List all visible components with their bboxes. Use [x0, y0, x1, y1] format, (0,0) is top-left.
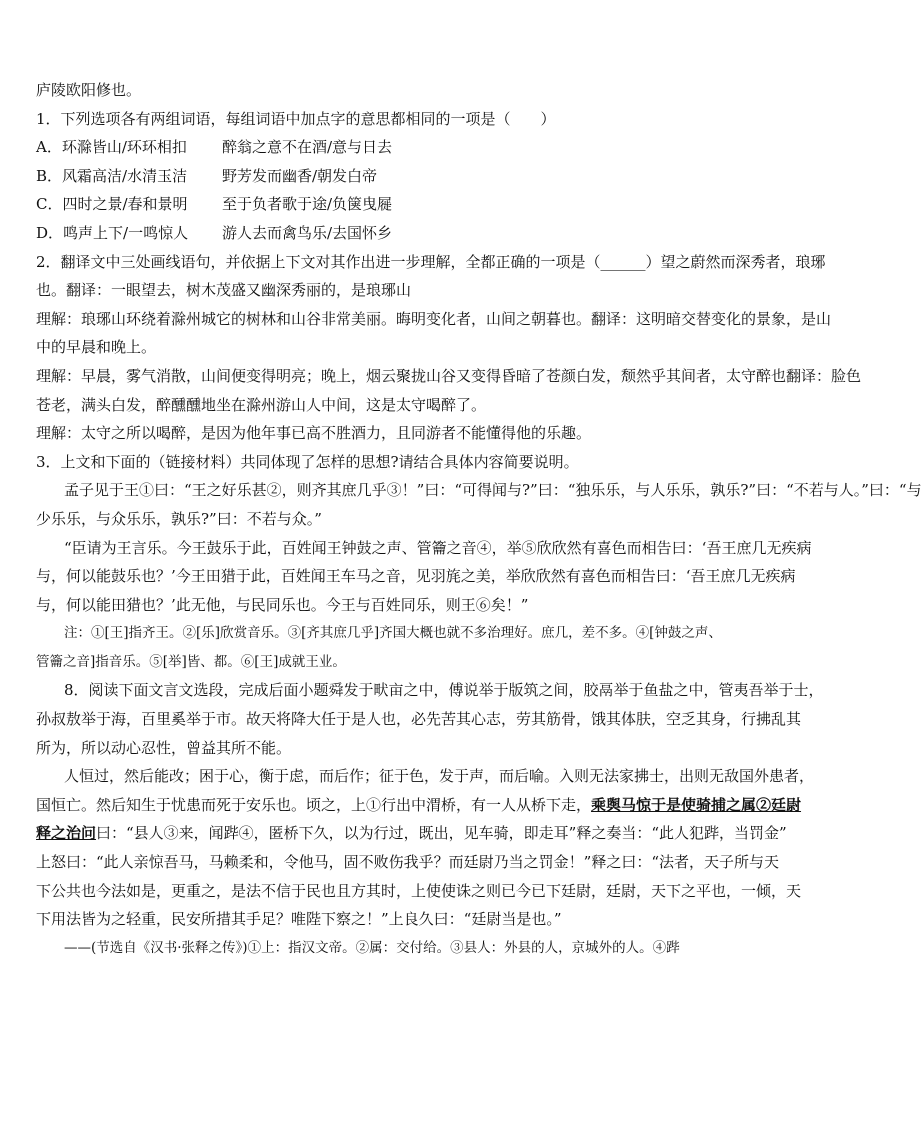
text-line: 也。翻译：一眼望去，树木茂盛又幽深秀丽的，是琅琊山 [36, 281, 412, 300]
option-b-right: 野芳发而幽香/朝发白帝 [222, 166, 378, 185]
text-line: 庐陵欧阳修也。 [36, 81, 142, 99]
passage-text: 曰：“县人③来，闻跸④，匿桥下久，以为行过，既出，见车骑，即走耳”释之奏当：“此人犯跸，当罚金” [96, 824, 787, 843]
option-d-right: 游人去而禽鸟乐/去国怀乡 [222, 223, 393, 242]
passage-line: 下公共也今法如是，更重之，是法不信于民也且方其时，上使使诛之则已今已下廷尉，廷尉，天下之平也，一倾，天 [36, 881, 802, 900]
text-line: 理解：琅琊山环绕着滁州城它的树林和山谷非常美丽。晦明变化者，山间之朝暮也。翻译：这明暗交替变化的景象，是山 [36, 309, 832, 328]
note-line: 注：①[王]指齐王。②[乐]欣赏音乐。③[齐其庶几乎]齐国大概也就不多治理好。庶几，差不多。④[钟鼓之声、 [64, 625, 722, 642]
passage-line: 少乐乐，与众乐乐，孰乐?”曰：不若与众。” [36, 509, 322, 528]
option-a-right: 醉翁之意不在酒/意与日去 [222, 138, 393, 157]
document-page [36, 76, 922, 962]
passage-line: 下用法皆为之轻重，民安所措其手足？唯陛下察之！”上良久曰：“廷尉当是也。” [36, 910, 562, 929]
passage-line: 人恒过，然后能改；困于心，衡于虑，而后作；征于色，发于声，而后喻。入则无法家拂士，出则无敌国外患者， [64, 767, 815, 786]
option-a-left: A．环滁皆山/环环相扣 [36, 138, 187, 157]
passage-line: 孙叔敖举于海，百里奚举于市。故天将降大任于是人也，必先苦其心志，劳其筋骨，饿其体肤，空乏其身，行拂乱其 [36, 710, 802, 729]
passage-line: 与，何以能鼓乐也？’今王田猎于此，百姓闻王车马之音，见羽旄之美，举欣欣然有喜色而相告曰：‘吾王庶几无疾病 [36, 567, 796, 586]
text-line: 理解：太守之所以喝醉，是因为他年事已高不胜酒力，且同游者不能懂得他的乐趣。 [36, 424, 592, 443]
text-line: 苍老，满头白发，醉醺醺地坐在滁州游山人中间，这是太守喝醉了。 [36, 395, 487, 414]
question-3-stem: 3．上文和下面的（链接材料）共同体现了怎样的思想?请结合具体内容简要说明。 [36, 452, 579, 471]
passage-line: “臣请为王言乐。今王鼓乐于此，百姓闻王钟鼓之声、管籥之音④，举⑤欣欣然有喜色而相告曰：‘吾王庶几无疾病 [64, 538, 812, 557]
text-line: 中的早晨和晚上。 [36, 338, 157, 357]
option-b-left: B．风霜高洁/水清玉洁 [36, 166, 188, 185]
underlined-sentence: 乘舆马惊于是使骑捕之属②廷尉 [591, 795, 802, 814]
passage-line [36, 791, 802, 820]
passage-line: 所为，所以动心忍性，曾益其所不能。 [36, 738, 292, 757]
option-c [36, 190, 760, 219]
question-1-stem: 1．下列选项各有两组词语，每组词语中加点字的意思都相同的一项是（ ） [36, 109, 556, 128]
passage-line: 孟子见于王①曰：“王之好乐甚②，则齐其庶几乎③！”曰：“可得闻与?”曰：“独乐乐，与人乐乐，孰乐?”曰：“不若与人。”曰：“与 [64, 481, 922, 500]
option-d-left: D．鸣声上下/一鸣惊人 [36, 223, 189, 242]
option-a [36, 133, 760, 162]
option-b [36, 162, 760, 191]
note-line: 管籥之音]指音乐。⑤[举]皆、都。⑥[王]成就王业。 [36, 653, 346, 670]
source-note: ——(节选自《汉书·张释之传》)①上：指汉文帝。②属：交付给。③县人：外县的人，京城外的人。④跸 [64, 939, 680, 956]
passage-line: 上怒曰：“此人亲惊吾马，马赖柔和，令他马，固不败伤我乎？而廷尉乃当之罚金！”释之曰：“法者，天子所与天 [36, 853, 780, 872]
option-c-left: C．四时之景/春和景明 [36, 195, 188, 214]
passage-text: 国恒亡。然后知生于忧患而死于安乐也。顷之，上①行出中渭桥，有一人从桥下走， [36, 795, 592, 814]
passage-line [36, 819, 787, 848]
underlined-sentence: 释之治问 [36, 824, 97, 843]
option-d [36, 219, 760, 248]
question-2-stem: 2．翻译文中三处画线语句，并依据上下文对其作出进一步理解，全都正确的一项是（______）望之蔚然而深秀者，琅琊 [36, 252, 826, 271]
question-8-stem: 8．阅读下面文言文选段，完成后面小题舜发于畎亩之中，傅说举于版筑之间，胶鬲举于鱼盐之中，管夷吾举于士， [64, 681, 824, 700]
passage-line: 与，何以能田猎也？’此无他，与民同乐也。今王与百姓同乐，则王⑥矣！” [36, 595, 529, 614]
option-c-right: 至于负者歌于途/负箧曳屣 [222, 195, 393, 214]
text-line: 理解：早晨，雾气消散，山间便变得明亮；晚上，烟云聚拢山谷又变得昏暗了苍颜白发，颓然乎其间者，太守醉也翻译：脸色 [36, 366, 862, 385]
